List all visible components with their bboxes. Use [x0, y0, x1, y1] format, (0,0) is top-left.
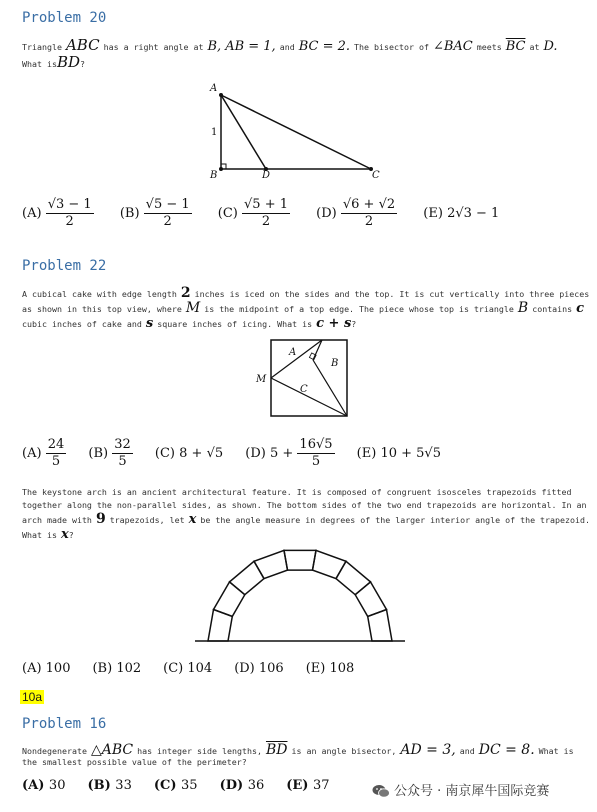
keystone-arch-figure: [190, 540, 410, 650]
statement-text: Triangle: [22, 42, 62, 52]
arch-trapezoid: [214, 582, 245, 617]
arch-trapezoid: [313, 550, 347, 578]
choice-label: (D): [245, 446, 266, 461]
denominator: 5: [311, 454, 321, 469]
statement-text: The bisector of: [354, 42, 429, 52]
choice-label: (B): [88, 446, 109, 461]
denominator: 2: [163, 214, 172, 229]
math-angle: ∠BAC: [432, 39, 473, 54]
choice-c[interactable]: [155, 446, 227, 461]
numerator: √6 + √2: [342, 197, 396, 212]
math-ad: AD = 3,: [400, 742, 456, 758]
choice-label: (C): [217, 206, 238, 221]
label-m: M: [256, 374, 267, 385]
numerator: √5 − 1: [145, 197, 190, 212]
problem-20-choices: [22, 197, 499, 230]
choice-label: (D): [219, 778, 244, 793]
statement-text: as shown in this top view, where: [22, 304, 182, 314]
math-bc: BC = 2.: [298, 39, 351, 54]
label-side-1: 1: [211, 127, 218, 138]
choice-value: 36: [247, 778, 265, 793]
watermark: [372, 780, 549, 800]
label-a: A: [289, 347, 297, 358]
numerator: √3 − 1: [47, 197, 92, 212]
denominator: 2: [364, 214, 374, 229]
denominator: 2: [65, 214, 74, 229]
arch-trapezoid: [284, 550, 316, 570]
problem-22-heading: Problem 22: [22, 258, 107, 274]
fraction: [341, 197, 397, 230]
statement-text: and: [459, 746, 475, 756]
choice-b[interactable]: (B) 102: [92, 661, 142, 676]
keystone-choices: [22, 659, 354, 677]
choice-e[interactable]: [286, 778, 329, 793]
problem-16-statement: [22, 741, 582, 768]
fraction: [112, 437, 133, 470]
choice-value: 37: [312, 778, 330, 793]
math-abc: ABC: [65, 36, 100, 54]
statement-text: contains: [532, 304, 573, 314]
choice-label: (C): [153, 778, 177, 793]
statement-text: What is: [538, 746, 574, 756]
statement-text: inches is iced on the sides and the top. It is cut vertically into three pieces: [194, 289, 590, 299]
choice-b[interactable]: [87, 778, 131, 793]
arch-trapezoid: [336, 561, 371, 594]
math-c-plus-s: c + s: [316, 316, 352, 331]
statement-text: What is: [22, 530, 57, 540]
choice-d[interactable]: (D) 106: [234, 661, 284, 676]
statement-text: is the midpoint of a top edge. The piece whose top is triangle: [204, 304, 514, 314]
math-x: x: [60, 527, 69, 542]
statement-text: trapezoids, let: [109, 515, 185, 525]
label-c: C: [300, 384, 308, 395]
statement-text: be the angle measure in degrees of the larger interior angle of the trapezoid.: [200, 515, 591, 525]
highlighted-tag: 10a: [22, 690, 43, 704]
choice-a[interactable]: (A) 100: [22, 661, 71, 676]
statement-text: meets: [476, 42, 502, 52]
choice-b[interactable]: [119, 197, 196, 229]
question-mark: ?: [68, 530, 74, 540]
numerator: 16√5: [299, 437, 333, 452]
label-b: B: [210, 170, 218, 180]
statement-text: at: [529, 42, 540, 52]
math-bc-segment: $\overline{BC}$: [505, 39, 526, 54]
problem-16-heading: Problem 16: [22, 716, 107, 732]
choice-a[interactable]: [22, 778, 65, 793]
numerator: √5 + 1: [244, 197, 288, 212]
problem-16-choices: [22, 776, 330, 794]
statement-text: has integer side lengths,: [137, 746, 262, 756]
statement-text: A cubical cake with edge length: [22, 289, 177, 299]
question-mark: ?: [80, 59, 86, 69]
choice-e[interactable]: (E) 108: [305, 661, 355, 676]
choice-value: 2√3 − 1: [447, 206, 500, 221]
label-c: C: [372, 170, 380, 180]
math-2: 2: [180, 285, 191, 301]
choice-value: 8 + √5: [179, 446, 224, 461]
keystone-statement: [22, 487, 591, 543]
choice-c[interactable]: (C) 104: [163, 661, 213, 676]
choice-label: (E): [356, 446, 377, 461]
math-s: s: [145, 316, 154, 331]
problem-20-statement: [22, 36, 582, 72]
choice-d[interactable]: [220, 778, 265, 793]
denominator: 5: [51, 454, 61, 469]
arch-trapezoid: [368, 610, 392, 642]
choice-e[interactable]: [357, 446, 441, 461]
problem-20-heading: Problem 20: [22, 10, 107, 26]
arch-trapezoid: [208, 610, 232, 642]
math-c: c: [576, 301, 585, 316]
statement-text: the smallest possible value of the perimeter?: [22, 757, 247, 767]
choice-label: (A): [22, 446, 42, 461]
choice-e[interactable]: [423, 206, 499, 221]
choice-value: 30: [48, 778, 66, 793]
problem-22-statement: [22, 284, 590, 332]
fraction: [297, 437, 334, 470]
choice-label: (B): [119, 206, 140, 221]
choice-b[interactable]: [88, 437, 137, 469]
numerator: 24: [47, 437, 65, 452]
point-b: [219, 167, 223, 171]
wechat-icon: [372, 784, 390, 798]
cake-figure: [250, 335, 360, 420]
statement-text: and: [279, 42, 295, 52]
choice-c[interactable]: [154, 778, 198, 793]
numerator: 32: [114, 437, 131, 452]
choice-label: (D): [316, 206, 337, 221]
fraction: [46, 197, 94, 230]
choice-a[interactable]: [22, 437, 70, 469]
fraction: [46, 437, 67, 470]
label-b: B: [331, 358, 339, 369]
math-ab: AB = 1,: [225, 39, 276, 54]
math-bd: BD: [56, 53, 81, 71]
statement-text: square inches of icing. What is: [157, 319, 313, 329]
arch-trapezoid: [230, 561, 265, 594]
problem-22-choices: [22, 437, 441, 470]
choice-value: 33: [115, 778, 132, 793]
watermark-text: 公众号 · 南京犀牛国际竞赛: [394, 784, 550, 799]
choice-label: (A): [22, 206, 42, 221]
cake-square: [271, 340, 347, 416]
math-b: B: [517, 300, 529, 316]
triangle-figure: [200, 80, 400, 180]
statement-text: What is: [22, 59, 57, 69]
math-m: M: [185, 300, 201, 316]
choice-label: (C): [154, 446, 175, 461]
question-mark: ?: [351, 319, 357, 329]
choice-label: (E): [286, 778, 309, 793]
choice-value: 5 +: [269, 446, 294, 461]
choice-label: (E): [423, 206, 443, 221]
statement-text: Nondegenerate: [22, 746, 87, 756]
math-9: 9: [95, 511, 106, 527]
point-a: [219, 93, 223, 97]
statement-text: together along the non-parallel sides, as shown. The bottom sides of the two end trapezoids are horizontal. In an: [22, 500, 587, 510]
choice-label: (B): [87, 778, 111, 793]
statement-text: The keystone arch is an ancient architectural feature. It is composed of congruent isosceles trapezoids fitted: [22, 487, 572, 497]
choice-value: 10 + 5√5: [380, 446, 441, 461]
denominator: 5: [118, 454, 127, 469]
statement-text: has a right angle at: [103, 42, 204, 52]
choice-d[interactable]: [316, 197, 401, 229]
label-a: A: [210, 83, 218, 94]
choice-value: 35: [181, 778, 198, 793]
math-dc: DC = 8.: [478, 742, 535, 758]
math-bd: $\overline{BD}$: [265, 742, 288, 758]
math-b: B,: [207, 39, 222, 54]
arch-trapezoid: [254, 550, 288, 578]
statement-text: arch made with: [22, 515, 92, 525]
label-d: D: [262, 170, 271, 180]
denominator: 2: [261, 214, 271, 229]
fraction: [144, 197, 192, 230]
choice-label: (A): [22, 778, 45, 793]
statement-text: cubic inches of cake and: [22, 319, 142, 329]
contest-tag: [20, 688, 44, 706]
math-d: D.: [543, 39, 558, 54]
choice-d[interactable]: [245, 437, 338, 469]
math-triangle-abc: △ABC: [90, 742, 134, 758]
statement-text: is an angle bisector,: [291, 746, 397, 756]
choice-c[interactable]: [217, 197, 294, 229]
fraction: [242, 197, 290, 230]
math-x: x: [188, 512, 197, 527]
choice-a[interactable]: [22, 197, 98, 229]
